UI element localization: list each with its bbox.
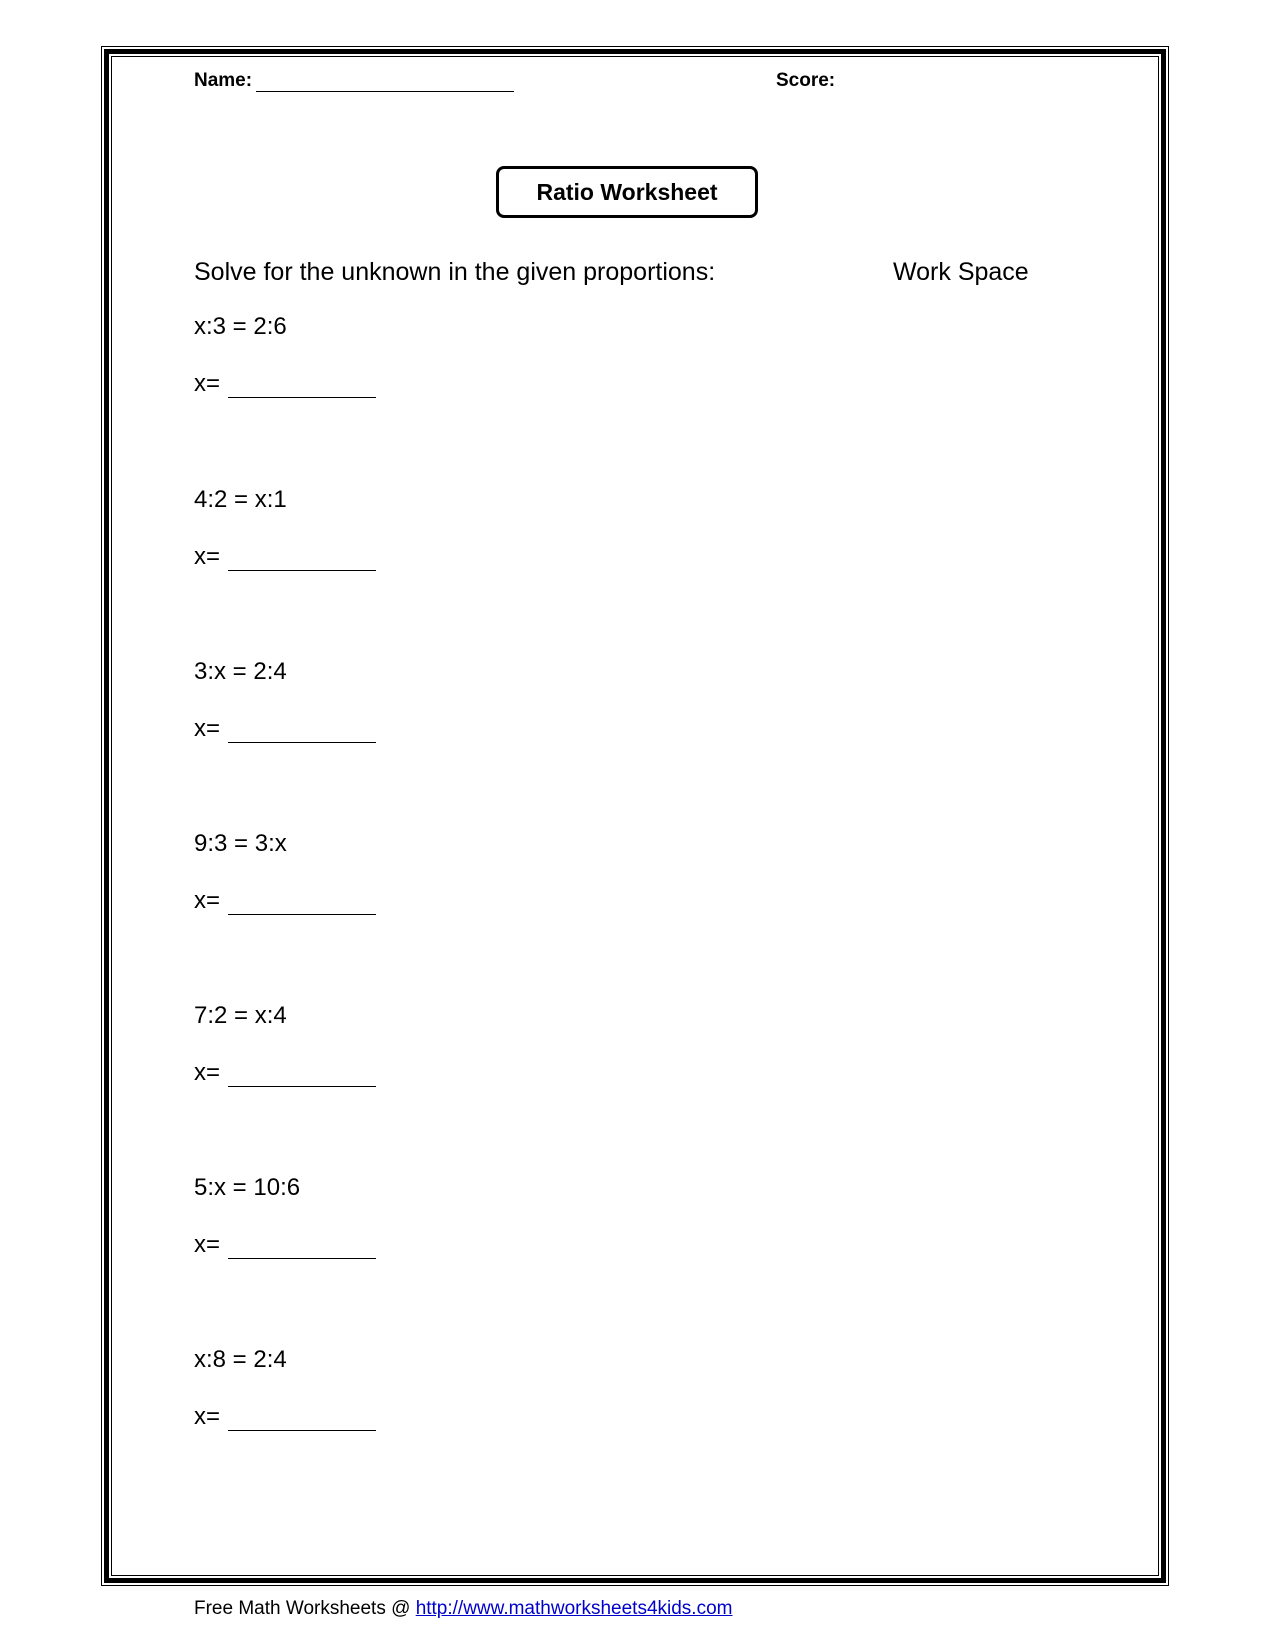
problem-equation: x:8 = 2:4	[194, 1346, 287, 1373]
footer-text: Free Math Worksheets @	[194, 1598, 416, 1619]
answer-blank-line[interactable]	[228, 375, 376, 398]
name-label: Name:	[194, 70, 253, 91]
problem-equation: 3:x = 2:4	[194, 658, 287, 685]
answer-row	[194, 543, 376, 571]
score-label: Score:	[776, 70, 836, 91]
worksheet-title: Ratio Worksheet	[496, 166, 758, 218]
answer-label: x=	[194, 543, 221, 570]
problem-equation: x:3 = 2:6	[194, 313, 287, 340]
answer-label: x=	[194, 1403, 221, 1430]
instructions: Solve for the unknown in the given proportions:	[194, 258, 716, 286]
footer-link[interactable]: http://www.mathworksheets4kids.com	[415, 1598, 733, 1619]
answer-row	[194, 370, 376, 398]
answer-blank-line[interactable]	[228, 1064, 376, 1087]
problem-equation: 7:2 = x:4	[194, 1002, 287, 1029]
problem-equation: 9:3 = 3:x	[194, 830, 287, 857]
answer-blank-line[interactable]	[228, 720, 376, 743]
answer-blank-line[interactable]	[228, 1236, 376, 1259]
footer	[194, 1598, 732, 1620]
answer-row	[194, 715, 376, 743]
answer-blank-line[interactable]	[228, 548, 376, 571]
answer-label: x=	[194, 1231, 221, 1258]
answer-label: x=	[194, 1059, 221, 1086]
problem-equation: 5:x = 10:6	[194, 1174, 301, 1201]
answer-label: x=	[194, 370, 221, 397]
answer-row	[194, 887, 376, 915]
answer-row	[194, 1403, 376, 1431]
answer-blank-line[interactable]	[228, 892, 376, 915]
answer-row	[194, 1231, 376, 1259]
answer-blank-line[interactable]	[228, 1408, 376, 1431]
answer-row	[194, 1059, 376, 1087]
name-blank-line[interactable]	[256, 71, 514, 92]
work-space-label: Work Space	[893, 258, 1029, 286]
problem-equation: 4:2 = x:1	[194, 486, 287, 513]
answer-label: x=	[194, 887, 221, 914]
answer-label: x=	[194, 715, 221, 742]
name-field	[194, 70, 514, 92]
